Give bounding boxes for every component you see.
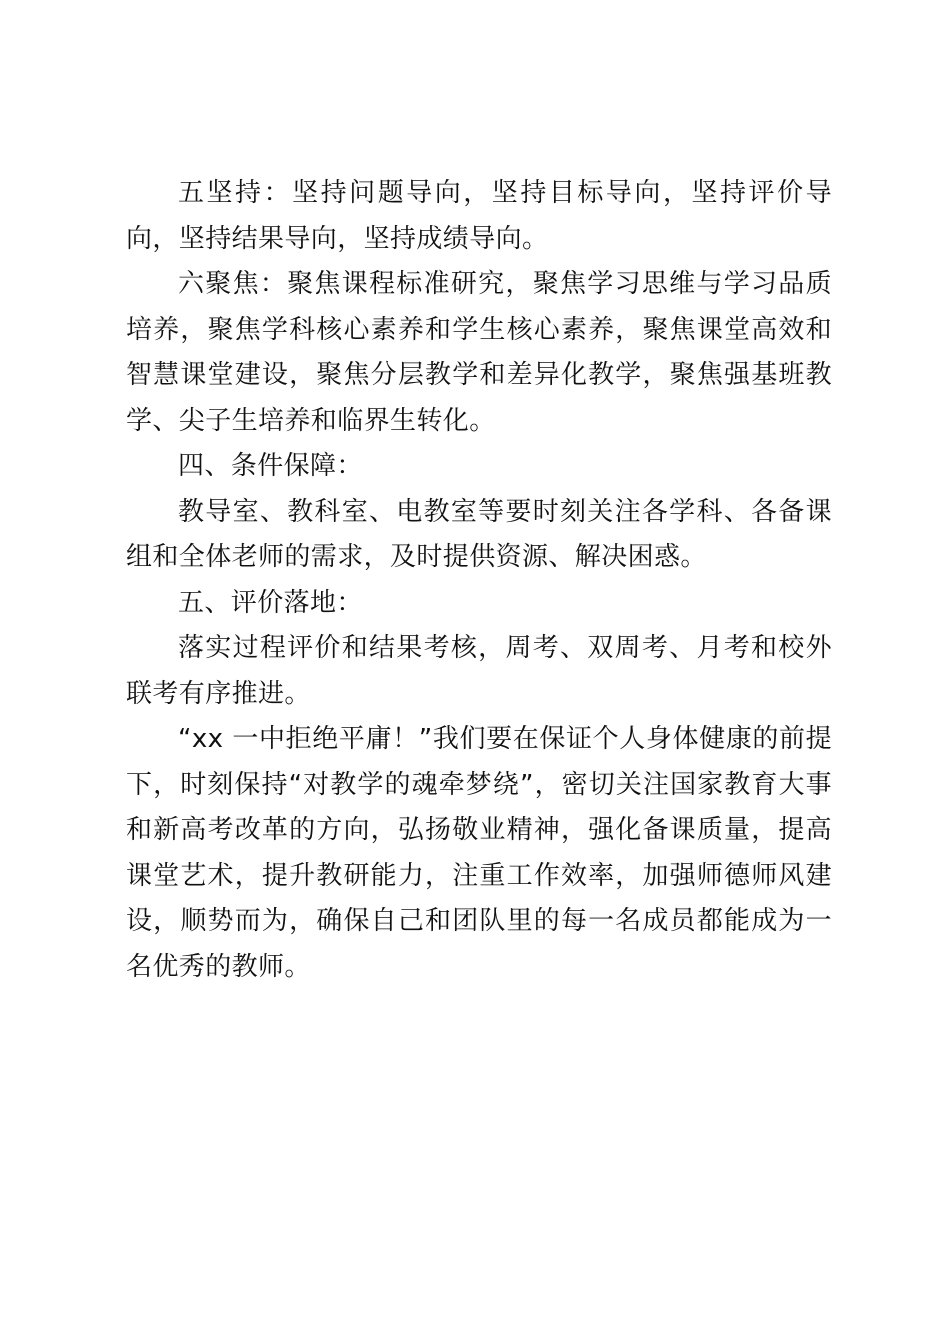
paragraph-six-focuses: 六聚焦：聚焦课程标准研究，聚焦学习思维与学习品质培养，聚焦学科核心素养和学生核心素养，聚焦课堂高效和智慧课堂建设，聚焦分层教学和差异化教学，聚焦强基班教学、尖子生培养和临界生转化。	[126, 269, 832, 436]
section-heading-evaluation: 五、评价落地：	[178, 587, 363, 618]
paragraph-five-persistences: 五坚持：坚持问题导向，坚持目标导向，坚持评价导向，坚持结果导向，坚持成绩导向。	[126, 178, 832, 254]
section-heading-conditions: 四、条件保障：	[178, 451, 363, 481]
paragraph-conditions: 教导室、教科室、电教室等要时刻关注各学科、各备课组和全体老师的需求，及时提供资源、解决困惑。	[126, 496, 832, 572]
paragraph-evaluation: 落实过程评价和结果考核，周考、双周考、月考和校外联考有序推进。	[126, 633, 832, 709]
document-body	[126, 171, 832, 990]
paragraph-closing: “xx 一中拒绝平庸！”我们要在保证个人身体健康的前提下，时刻保持“对教学的魂牵梦绕”，密切关注国家教育大事和新高考改革的方向，弘扬敬业精神，强化备课质量，提高课堂艺术，提升教研能力，注重工作效率，加强师德师风建设，顺势而为，确保自己和团队里的每一名成员都能成为一名优秀的教师。	[126, 724, 832, 982]
